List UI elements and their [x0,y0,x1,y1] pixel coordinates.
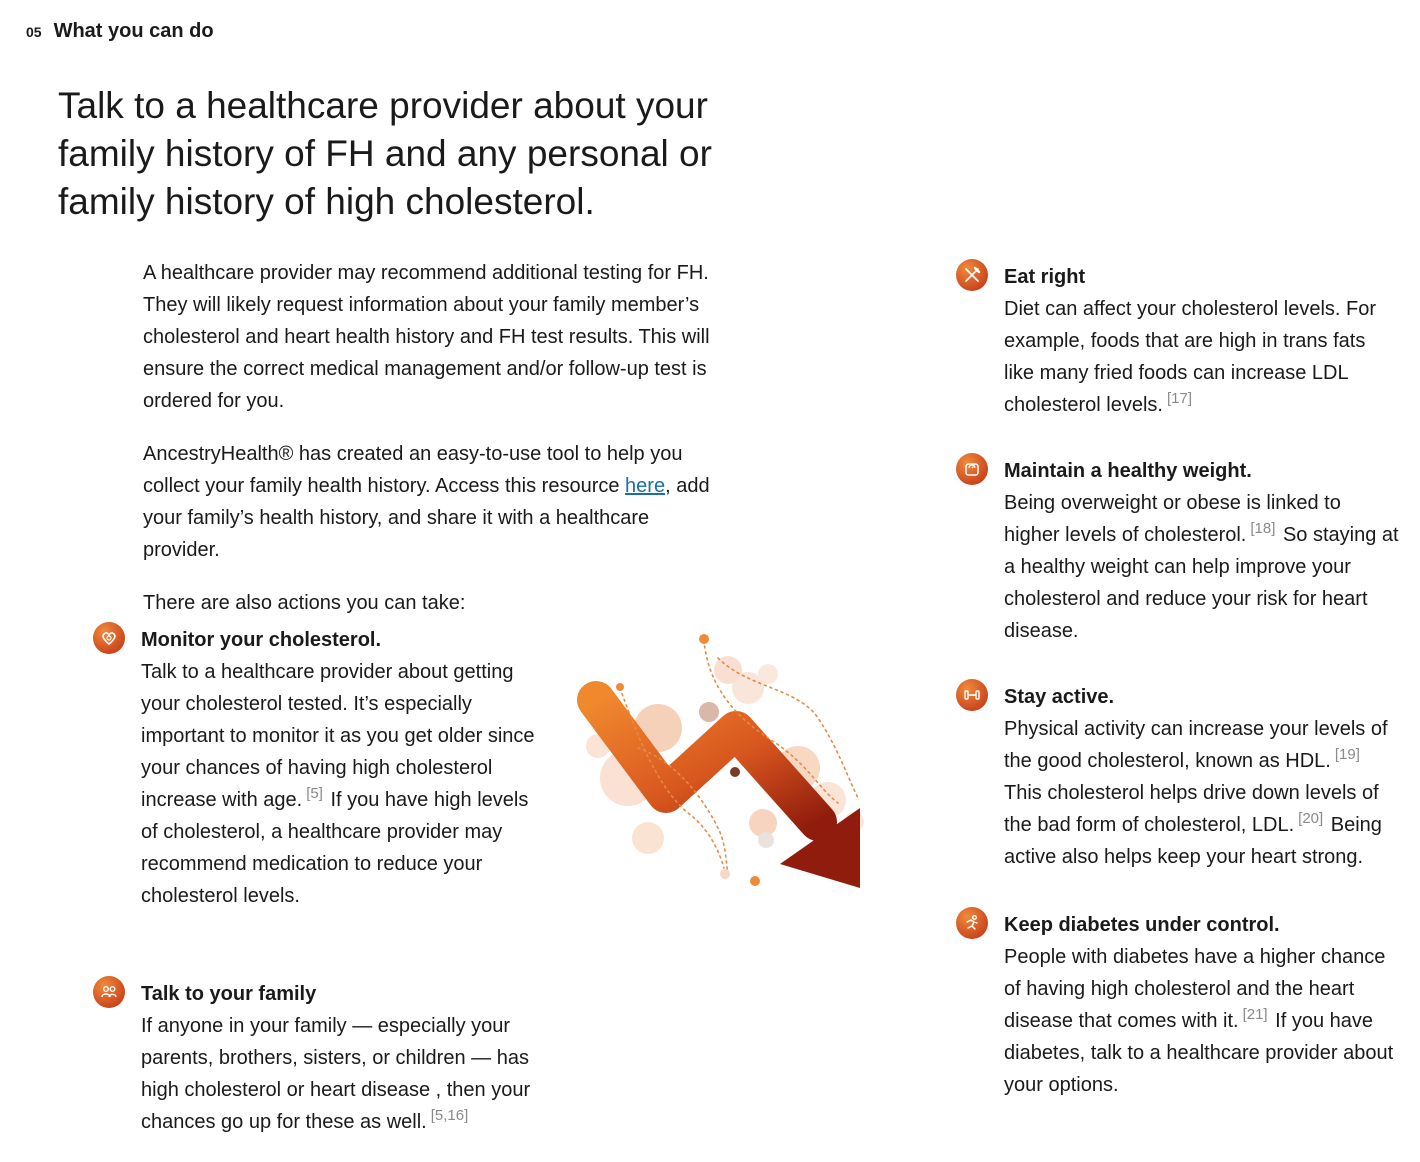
action-body [1004,487,1399,647]
action-diabetes-control [1004,909,1399,1101]
intro-paragraph-1: A healthcare provider may recommend additional testing for FH. They will likely request information about your family member’s cholesterol and heart health history and FH test results. This will ensure the correct medical management and/or follow-up test is ordered for you. [143,262,710,412]
citation: [19] [1334,746,1360,764]
action-title: Stay active. [1004,686,1115,708]
action-title: Keep diabetes under control. [1004,914,1280,936]
action-monitor-cholesterol [141,624,541,912]
family-history-tool-link[interactable]: here [625,475,666,497]
runner-icon [956,907,988,939]
action-text: If you have high levels of cholesterol, a healthcare provider may recommend medication to reduce your cholesterol levels. [141,789,529,907]
fork-knife-icon [956,259,988,291]
action-eat-right [1004,261,1399,421]
downward-trend-illustration [568,628,880,896]
citation: [17] [1166,390,1192,408]
action-title: Eat right [1004,266,1086,288]
heart-icon [93,622,125,654]
citation: [21] [1242,1006,1268,1024]
citation: [18] [1250,520,1276,538]
action-text: This cholesterol helps drive down levels of the bad form of cholesterol, LDL. [1004,782,1379,836]
action-text: If anyone in your family — especially your parents, brothers, sisters, or children — has high cholesterol or heart disease , then your chances go up for these as well. [141,1015,531,1133]
intro-paragraph-3: There are also actions you can take: [143,592,466,614]
intro-p2-before: AncestryHealth® has created an easy-to-use tool to help you collect your family health history. Access this resource [143,443,683,497]
section-title: What you can do [53,20,214,42]
action-text: If you have diabetes, talk to a healthcare provider about your options. [1004,1010,1394,1096]
intro-paragraph-2 [143,438,713,566]
action-text: Physical activity can increase your levels of the good cholesterol, known as HDL. [1004,718,1388,772]
action-text: Being overweight or obese is linked to higher levels of cholesterol. [1004,492,1341,546]
section-number: 05 [26,24,42,40]
action-text: Talk to a healthcare provider about getting your cholesterol tested. It’s especially important to monitor it as you get older since your chances of having high cholesterol increase with age. [141,661,535,811]
action-text: Diet can affect your cholesterol levels. For example, foods that are high in trans fats like many fried foods can increase LDL cholesterol levels. [1004,298,1377,416]
action-text: So staying at a healthy weight can help improve your cholesterol and reduce your risk for heart disease. [1004,524,1399,642]
action-title: Maintain a healthy weight. [1004,460,1252,482]
action-text: Being active also helps keep your heart strong. [1004,814,1382,868]
action-body [1004,713,1404,873]
action-body [1004,941,1399,1101]
action-body [141,1010,546,1138]
scale-icon [956,453,988,485]
action-text: People with diabetes have a higher chance of having high cholesterol and the heart disease that comes with it. [1004,946,1386,1032]
citation: [5,16] [430,1107,469,1125]
page-headline: Talk to a healthcare provider about your family history of FH and any personal or family history of high cholesterol. [58,85,712,222]
action-body [141,656,541,912]
family-icon [93,976,125,1008]
action-talk-to-family [141,978,546,1138]
action-body [1004,293,1399,421]
action-title: Talk to your family [141,983,317,1005]
citation: [20] [1298,810,1324,828]
section-header [26,20,214,43]
action-title: Monitor your cholesterol. [141,629,382,651]
action-healthy-weight [1004,455,1399,647]
citation: [5] [306,785,323,803]
action-stay-active [1004,681,1404,873]
dumbbell-icon [956,679,988,711]
intro-p2-after: , add your family’s health history, and share it with a healthcare provider. [143,475,710,561]
